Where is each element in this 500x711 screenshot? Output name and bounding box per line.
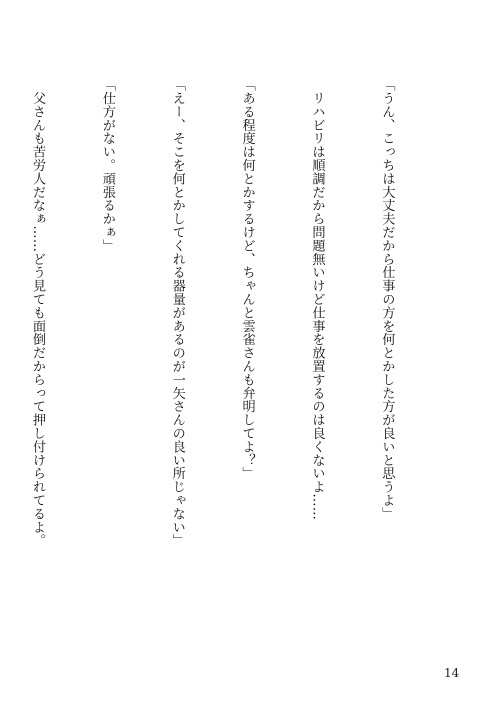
text-line: 「うん、こっちは大丈夫だから仕事の方を何とかした方が良いと思うよ」 <box>379 78 395 521</box>
text-line: リハビリは順調だから問題無いけど仕事を放置するのは良くないよ…… <box>309 78 325 521</box>
text-line: 「ある程度は何とかするけど、ちゃんと雲雀さんも弁明してよ？」 <box>239 78 255 480</box>
text-line: 「仕方がない。頑張るかぁ」 <box>99 78 115 253</box>
text-line: 「えー、そこを何とかしてくれる器量があるのが一矢さんの良い所じゃない」 <box>169 78 185 547</box>
page-number: 14 <box>444 666 460 680</box>
text-line: 父さんも苦労人だなぁ……どう見ても面倒だからって押し付けられてるよ。 <box>29 78 45 547</box>
vertical-text-block <box>0 78 445 623</box>
